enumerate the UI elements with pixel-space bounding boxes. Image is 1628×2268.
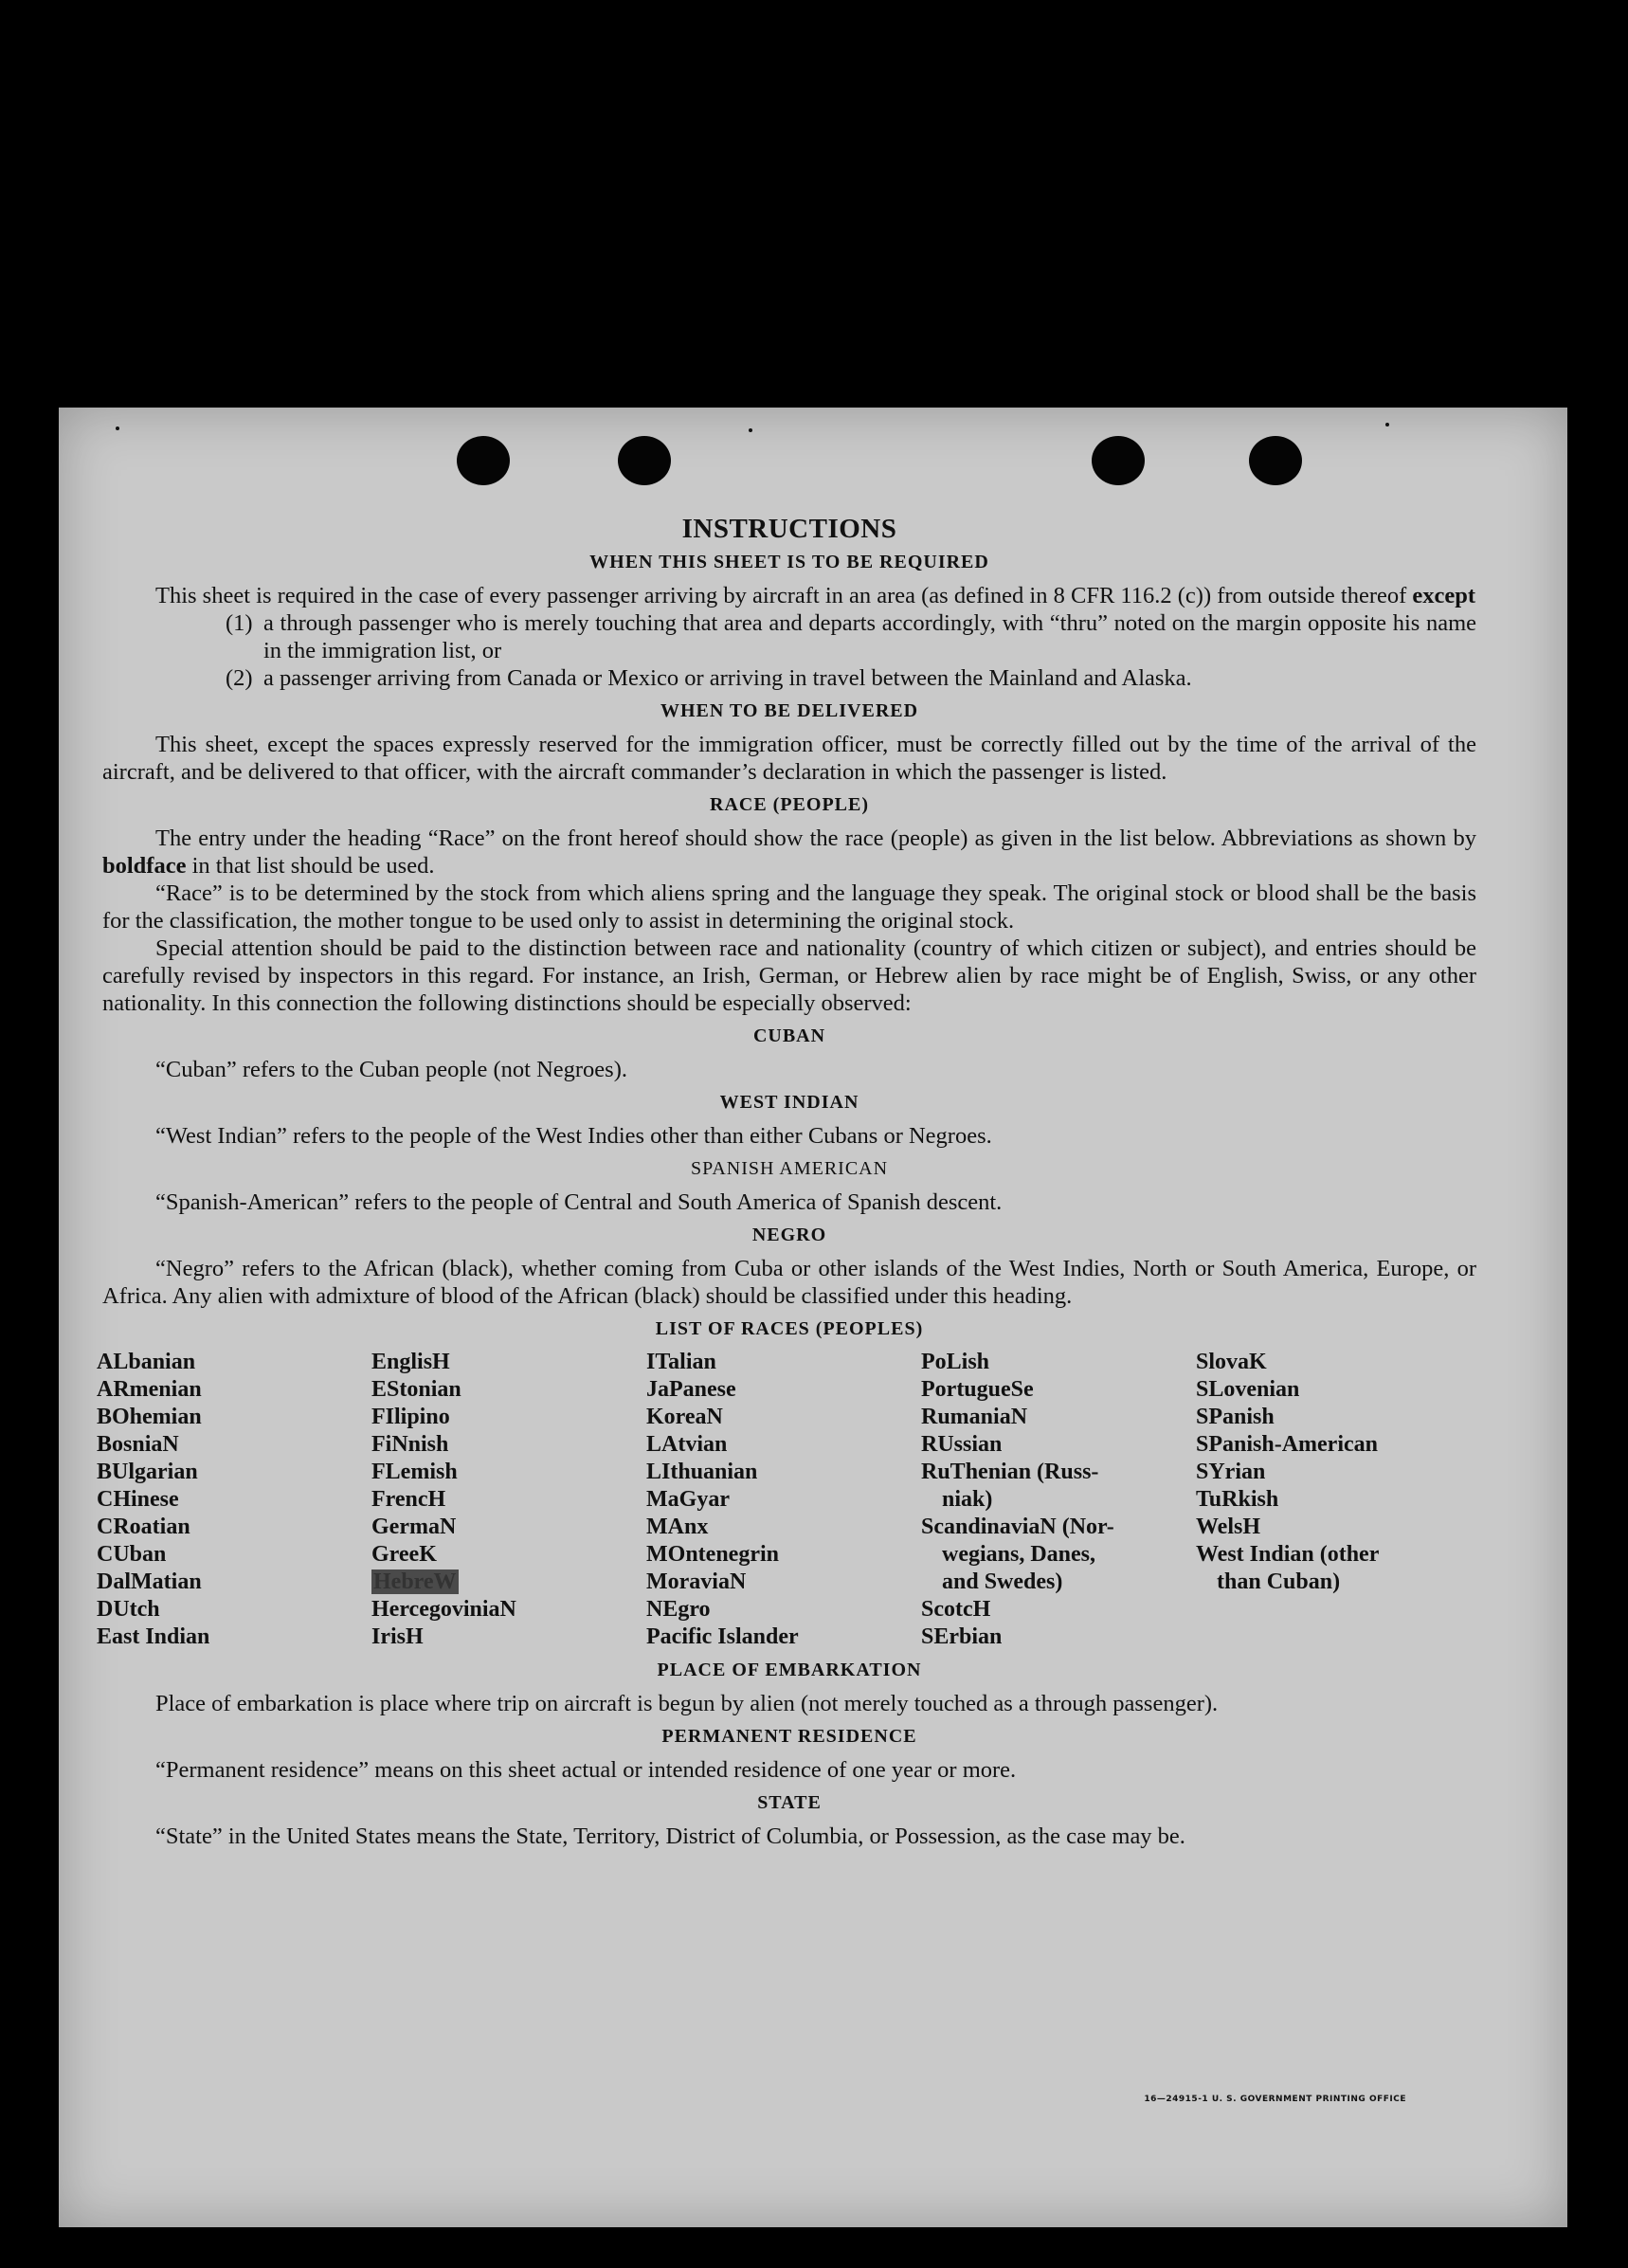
race-entry: CHinese bbox=[97, 1487, 179, 1512]
race-entry: wegians, Danes, bbox=[942, 1542, 1096, 1567]
clause-1: (1) a through passenger who is merely touching that area and departs accordingly, with “thru” noted on the margin opposite his name in the immigration list, or bbox=[226, 610, 1476, 663]
race-entry: SYrian bbox=[1196, 1460, 1266, 1484]
race-entry: ARmenian bbox=[97, 1377, 202, 1402]
race-entry: SLovenian bbox=[1196, 1377, 1300, 1402]
race-entry: WelsH bbox=[1196, 1515, 1261, 1539]
race-entry: East Indian bbox=[97, 1624, 210, 1649]
heading-negro: NEGRO bbox=[751, 1225, 827, 1245]
punch-hole bbox=[457, 436, 510, 485]
race-entry: RUssian bbox=[921, 1432, 1003, 1457]
west-indian-text: “West Indian” refers to the people of the West Indies other than either Cubans or Negroes. bbox=[155, 1123, 992, 1149]
race-entry: RumaniaN bbox=[921, 1405, 1028, 1429]
race-entry: BUlgarian bbox=[97, 1460, 198, 1484]
race-entry: LIthuanian bbox=[646, 1460, 758, 1484]
race-entry: IrisH bbox=[371, 1624, 424, 1649]
race-paragraph-3: Special attention should be paid to the distinction between race and nationality (country of which citizen or subject), and entries should be carefully revised by inspectors in this regard. For instance, an Irish, German, or Hebrew alien by race might be of English, Swiss, or any other nationality. In this connection the following distinctions should be especially observed: bbox=[102, 935, 1476, 1016]
race-entry: SErbian bbox=[921, 1624, 1003, 1649]
race-entry: NEgro bbox=[646, 1597, 711, 1622]
races-column bbox=[1196, 1349, 1471, 1651]
speck bbox=[116, 426, 119, 430]
race-entry: BosniaN bbox=[97, 1432, 179, 1457]
races-column bbox=[921, 1349, 1196, 1651]
heading-spanish-american: SPANISH AMERICAN bbox=[690, 1158, 889, 1179]
race-entry: CRoatian bbox=[97, 1515, 190, 1539]
embarkation-text: Place of embarkation is place where trip on aircraft is begun by alien (not merely touched as a through passenger). bbox=[155, 1691, 1219, 1716]
spanish-american-text: “Spanish-American” refers to the people of Central and South America of Spanish descent. bbox=[155, 1189, 1003, 1215]
race-entry: MoraviaN bbox=[646, 1569, 747, 1594]
race-entry: SlovaK bbox=[1196, 1350, 1267, 1374]
race-entry: Pacific Islander bbox=[646, 1624, 799, 1649]
punch-hole bbox=[1092, 436, 1145, 485]
race-entry: KoreaN bbox=[646, 1405, 723, 1429]
punch-hole bbox=[1249, 436, 1302, 485]
instructions-content bbox=[97, 514, 1476, 1850]
race-entry: EStonian bbox=[371, 1377, 461, 1402]
state-text: “State” in the United States means the State, Territory, District of Columbia, or Possession, as the case may be. bbox=[155, 1823, 1185, 1849]
race-entry: ScandinaviaN (Nor- bbox=[921, 1515, 1114, 1539]
race-entry: LAtvian bbox=[646, 1432, 728, 1457]
race-entry: EnglisH bbox=[371, 1350, 450, 1374]
race-entry: niak) bbox=[942, 1487, 993, 1512]
race-entry: West Indian (other bbox=[1196, 1542, 1380, 1567]
heading-race: RACE (PEOPLE) bbox=[710, 794, 869, 815]
race-entry: PoLish bbox=[921, 1350, 990, 1374]
race-entry: GermaN bbox=[371, 1515, 457, 1539]
race-entry-highlighted: HebreW bbox=[373, 1569, 457, 1594]
race-paragraph-1: The entry under the heading “Race” on the front hereof should show the race (people) as given in the list below. Abbreviations as shown by boldface in that list should be used. bbox=[102, 826, 1476, 879]
race-entry: ScotcH bbox=[921, 1597, 991, 1622]
races-list bbox=[97, 1349, 1476, 1651]
race-entry: and Swedes) bbox=[942, 1569, 1063, 1594]
race-entry: FrencH bbox=[371, 1487, 446, 1512]
race-entry: SPanish-American bbox=[1196, 1432, 1378, 1457]
page-title: INSTRUCTIONS bbox=[681, 514, 897, 544]
race-entry: RuThenian (Russ- bbox=[921, 1460, 1099, 1484]
race-entry: CUban bbox=[97, 1542, 167, 1567]
race-entry: PortugueSe bbox=[921, 1377, 1034, 1402]
race-entry: SPanish bbox=[1196, 1405, 1275, 1429]
race-paragraph-2: “Race” is to be determined by the stock from which aliens spring and the language they speak. The original stock or blood shall be the basis for the classification, the mother tongue to be used only to assist in determining the original stock. bbox=[102, 880, 1476, 934]
heading-when-required: WHEN THIS SHEET IS TO BE REQUIRED bbox=[589, 552, 989, 572]
race-entry: MaGyar bbox=[646, 1487, 730, 1512]
race-entry: TuRkish bbox=[1196, 1487, 1279, 1512]
when-delivered-text: This sheet, except the spaces expressly reserved for the immigration officer, must be correctly filled out by the time of the arrival of the aircraft, and be delivered to that officer, with the aircraft commander’s declaration in which the passenger is listed. bbox=[102, 732, 1476, 785]
printing-office-code: 16—24915-1 U. S. GOVERNMENT PRINTING OFFICE bbox=[1144, 2095, 1406, 2104]
race-entry: GreeK bbox=[371, 1542, 437, 1567]
race-entry: BOhemian bbox=[97, 1405, 202, 1429]
heading-west-indian: WEST INDIAN bbox=[719, 1092, 859, 1113]
race-entry: FIlipino bbox=[371, 1405, 450, 1429]
clause-2: (2) a passenger arriving from Canada or Mexico or arriving in travel between the Mainland and Alaska. bbox=[226, 665, 1192, 691]
residence-text: “Permanent residence” means on this sheet actual or intended residence of one year or more. bbox=[155, 1757, 1017, 1783]
speck bbox=[749, 428, 752, 432]
heading-cuban: CUBAN bbox=[752, 1025, 826, 1046]
heading-list-of-races: LIST OF RACES (PEOPLES) bbox=[655, 1318, 924, 1339]
race-entry: HercegoviniaN bbox=[371, 1597, 516, 1622]
heading-state: STATE bbox=[757, 1792, 822, 1813]
speck bbox=[1385, 423, 1389, 426]
races-column bbox=[371, 1349, 646, 1651]
heading-embarkation: PLACE OF EMBARKATION bbox=[657, 1660, 922, 1680]
heading-when-delivered: WHEN TO BE DELIVERED bbox=[660, 700, 919, 721]
heading-residence: PERMANENT RESIDENCE bbox=[661, 1726, 917, 1747]
races-column bbox=[97, 1349, 371, 1651]
races-column bbox=[646, 1349, 921, 1651]
negro-text: “Negro” refers to the African (black), whether coming from Cuba or other islands of the West Indies, North or South America, Europe, or Africa. Any alien with admixture of blood of the African (black) should be classified under this heading. bbox=[102, 1256, 1476, 1309]
race-entry: ITalian bbox=[646, 1350, 716, 1374]
race-entry: MAnx bbox=[646, 1515, 709, 1539]
race-entry: FiNnish bbox=[371, 1432, 449, 1457]
race-entry: than Cuban) bbox=[1217, 1569, 1341, 1594]
race-entry: ALbanian bbox=[97, 1350, 196, 1374]
race-entry: MOntenegrin bbox=[646, 1542, 779, 1567]
document-sheet bbox=[59, 408, 1567, 2227]
race-entry: DalMatian bbox=[97, 1569, 202, 1594]
race-entry: DUtch bbox=[97, 1597, 160, 1622]
race-entry: FLemish bbox=[371, 1460, 458, 1484]
race-entry: JaPanese bbox=[646, 1377, 736, 1402]
when-required-intro: This sheet is required in the case of every passenger arriving by aircraft in an area (as defined in 8 CFR 116.2 (c)) from outside thereof except bbox=[155, 583, 1476, 608]
cuban-text: “Cuban” refers to the Cuban people (not Negroes). bbox=[155, 1057, 627, 1082]
punch-hole bbox=[618, 436, 671, 485]
